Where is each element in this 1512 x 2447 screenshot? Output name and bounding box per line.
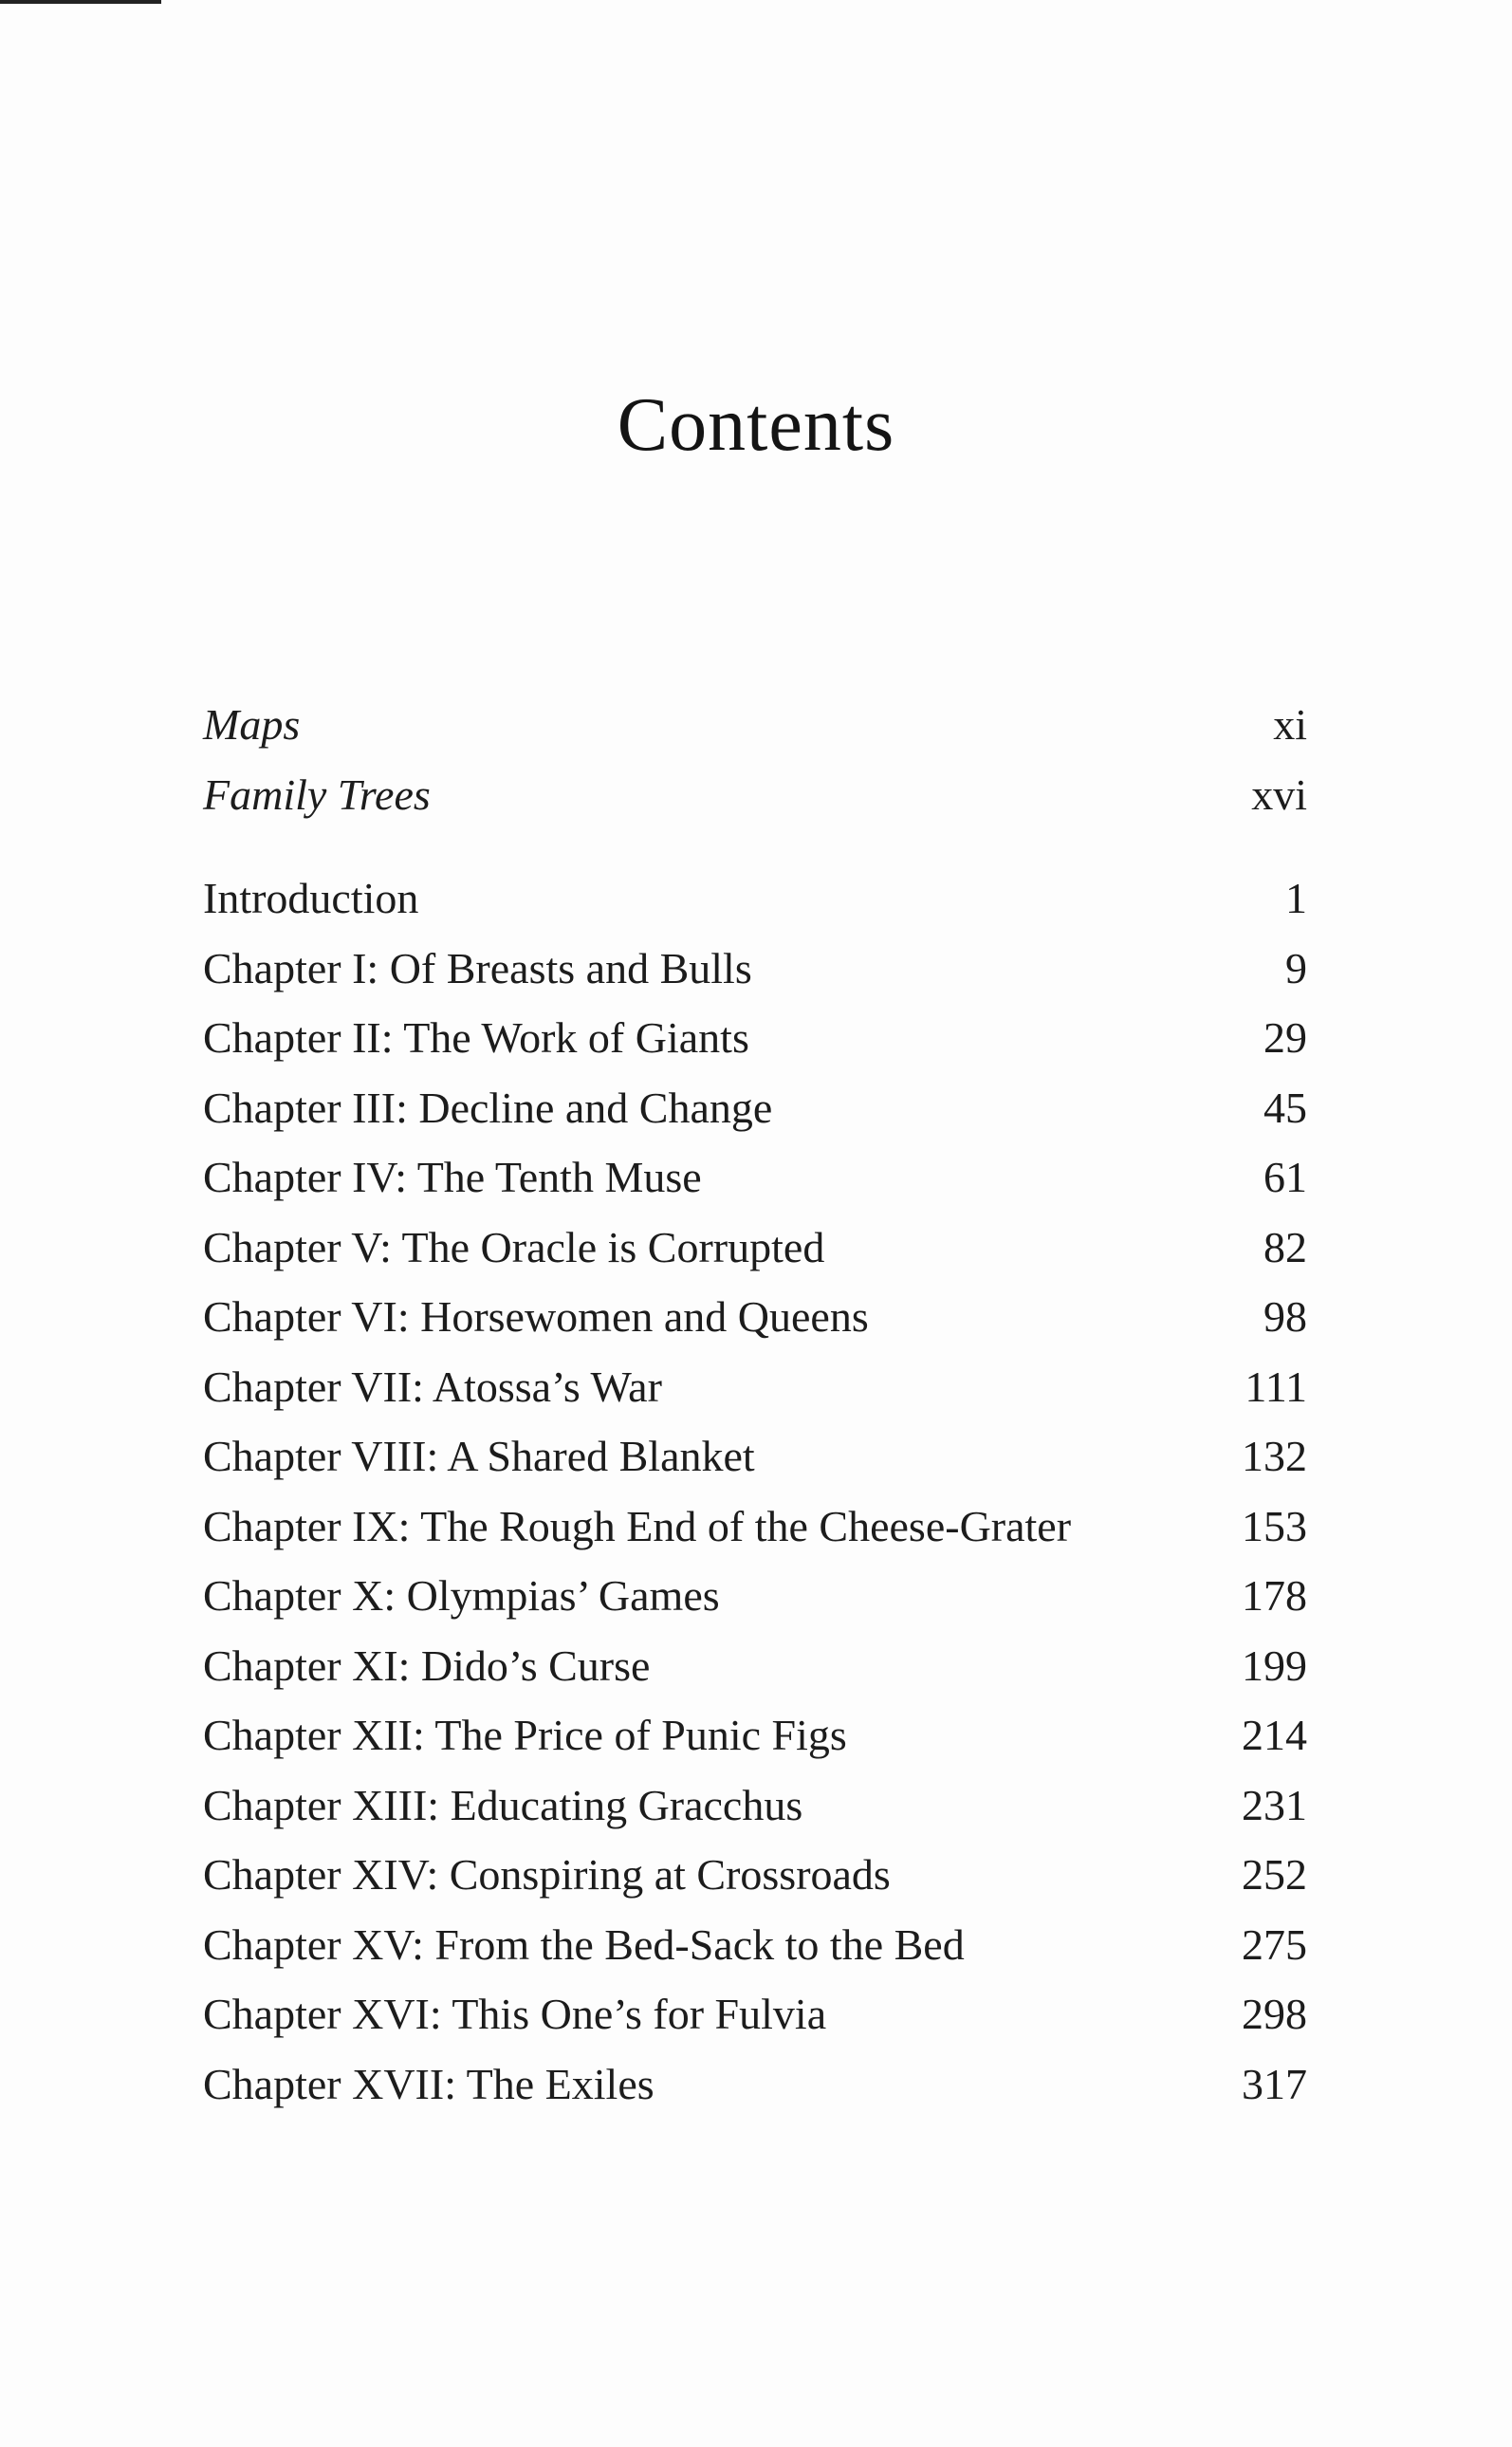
toc-entry (203, 1561, 1307, 1631)
page-number: 298 (1242, 1990, 1307, 2038)
page-number: 153 (1242, 1501, 1307, 1550)
page-number: 317 (1242, 2059, 1307, 2108)
entry-title: Chapter X: Olympias’ Games (203, 1571, 720, 1620)
chapter-list (203, 863, 1307, 2119)
toc-entry (203, 1631, 1307, 1701)
page-number: 214 (1242, 1711, 1307, 1759)
entry-title: Chapter XIII: Educating Gracchus (203, 1780, 803, 1829)
entry-title: Chapter XII: The Price of Punic Figs (203, 1711, 847, 1759)
entry-title: Chapter II: The Work of Giants (203, 1013, 749, 1062)
entry-title: Chapter IV: The Tenth Muse (203, 1153, 702, 1201)
entry-title: Chapter XI: Dido’s Curse (203, 1641, 651, 1690)
scan-edge-mark (0, 0, 161, 4)
entry-title: Chapter IX: The Rough End of the Cheese-Grater (203, 1501, 1072, 1550)
entry-title: Chapter XV: From the Bed-Sack to the Bed (203, 1919, 965, 1969)
page-number: 1 (1285, 874, 1307, 922)
toc-entry (203, 1003, 1307, 1073)
toc-entry (203, 863, 1307, 934)
toc-entry (203, 934, 1307, 1004)
toc-entry (203, 1700, 1307, 1770)
page-number: 61 (1263, 1153, 1307, 1201)
page-number: 82 (1263, 1222, 1307, 1271)
entry-title: Family Trees (203, 769, 431, 819)
entry-title: Chapter I: Of Breasts and Bulls (203, 943, 752, 992)
entry-title: Chapter VIII: A Shared Blanket (203, 1432, 755, 1480)
entry-title: Chapter XVII: The Exiles (203, 2059, 655, 2108)
page-number: 178 (1242, 1571, 1307, 1620)
page-number: 231 (1242, 1780, 1307, 1829)
section-gap (203, 829, 1307, 863)
page-number: 45 (1263, 1083, 1307, 1132)
entry-title: Chapter VII: Atossa’s War (203, 1362, 662, 1411)
entry-title: Chapter III: Decline and Change (203, 1083, 773, 1132)
page-number: 29 (1263, 1013, 1307, 1062)
toc-entry (203, 1421, 1307, 1492)
entry-title: Chapter XVI: This One’s for Fulvia (203, 1990, 827, 2038)
front-matter-list (203, 690, 1307, 829)
entry-title: Chapter XIV: Conspiring at Crossroads (203, 1850, 891, 1899)
toc-entry (203, 1142, 1307, 1213)
table-of-contents (203, 690, 1307, 2119)
toc-entry (203, 1840, 1307, 1910)
page-number: xi (1273, 700, 1307, 749)
entry-title: Chapter V: The Oracle is Corrupted (203, 1222, 825, 1271)
toc-entry (203, 1770, 1307, 1841)
page-number: 275 (1242, 1919, 1307, 1969)
page-number: xvi (1251, 769, 1307, 819)
entry-title: Introduction (203, 874, 419, 922)
toc-entry (203, 2049, 1307, 2120)
page-title: Contents (617, 383, 895, 467)
toc-entry (203, 1352, 1307, 1422)
toc-entry (203, 1282, 1307, 1352)
toc-entry (203, 1073, 1307, 1143)
toc-entry (203, 1979, 1307, 2049)
toc-entry (203, 1910, 1307, 1980)
page-number: 132 (1242, 1432, 1307, 1480)
toc-entry (203, 1492, 1307, 1562)
page-number: 98 (1263, 1292, 1307, 1341)
front-matter-entry (203, 690, 1307, 760)
page-number: 252 (1242, 1850, 1307, 1899)
entry-title: Maps (203, 700, 301, 749)
toc-entry (203, 1213, 1307, 1283)
entry-title: Chapter VI: Horsewomen and Queens (203, 1292, 869, 1341)
page-number: 111 (1245, 1362, 1307, 1411)
page-number: 199 (1242, 1641, 1307, 1690)
front-matter-entry (203, 760, 1307, 830)
page-number: 9 (1285, 943, 1307, 992)
